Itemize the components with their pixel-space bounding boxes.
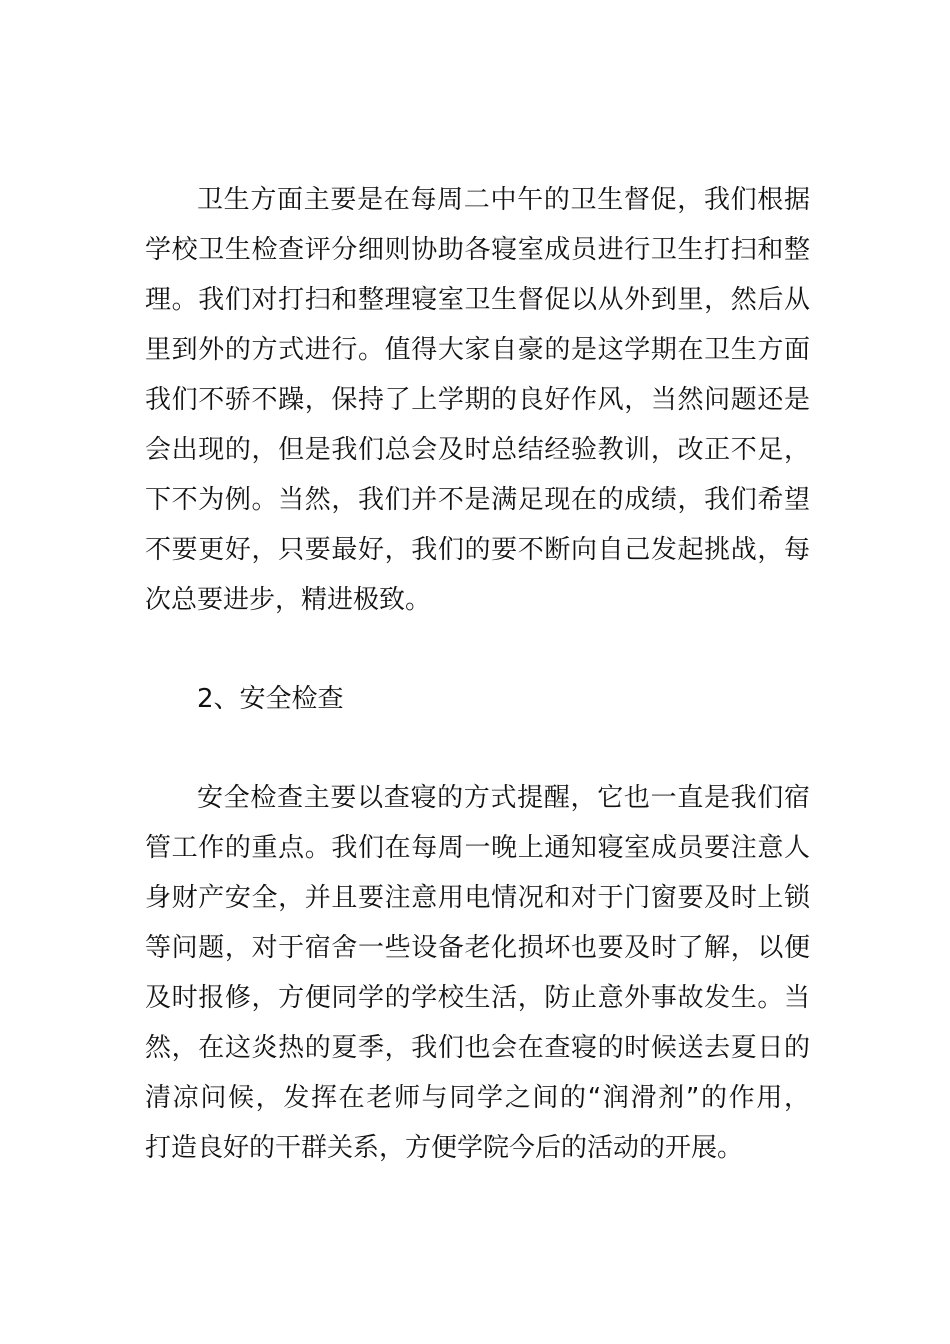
paragraph-2-line: 安全检查主要以查寝的方式提醒，它也一直是我们宿 [197,783,810,813]
paragraph-1-line: 卫生方面主要是在每周二中午的卫生督促，我们根据 [197,185,810,215]
paragraph-1-line: 不要更好，只要最好，我们的要不断向自己发起挑战，每 [145,535,810,565]
paragraph-1-line: 我们不骄不躁，保持了上学期的良好作风，当然问题还是 [145,385,810,415]
paragraph-2-line: 然，在这炎热的夏季，我们也会在查寝的时候送去夏日的 [145,1033,810,1063]
paragraph-2-line: 打造良好的干群关系，方便学院今后的活动的开展。 [145,1133,744,1163]
paragraph-2-line: 身财产安全，并且要注意用电情况和对于门窗要及时上锁 [145,883,810,913]
paragraph-1-line: 次总要进步，精进极致。 [145,585,432,615]
paragraph-1-line: 学校卫生检查评分细则协助各寝室成员进行卫生打扫和整 [145,235,810,265]
paragraph-2-line: 清凉问候，发挥在老师与同学之间的“润滑剂”的作用， [145,1083,810,1113]
paragraph-2-line: 及时报修，方便同学的学校生活，防止意外事故发生。当 [145,983,810,1013]
section-heading: 2、安全检查 [197,684,344,714]
paragraph-1-line: 下不为例。当然，我们并不是满足现在的成绩，我们希望 [145,485,810,515]
paragraph-1-line: 里到外的方式进行。值得大家自豪的是这学期在卫生方面 [145,335,810,365]
paragraph-2-line: 等问题，对于宿舍一些设备老化损坏也要及时了解，以便 [145,933,810,963]
paragraph-1-line: 会出现的，但是我们总会及时总结经验教训，改正不足， [145,435,810,465]
paragraph-1-line: 理。我们对打扫和整理寝室卫生督促以从外到里，然后从 [145,285,810,315]
paragraph-2-line: 管工作的重点。我们在每周一晚上通知寝室成员要注意人 [145,833,810,863]
